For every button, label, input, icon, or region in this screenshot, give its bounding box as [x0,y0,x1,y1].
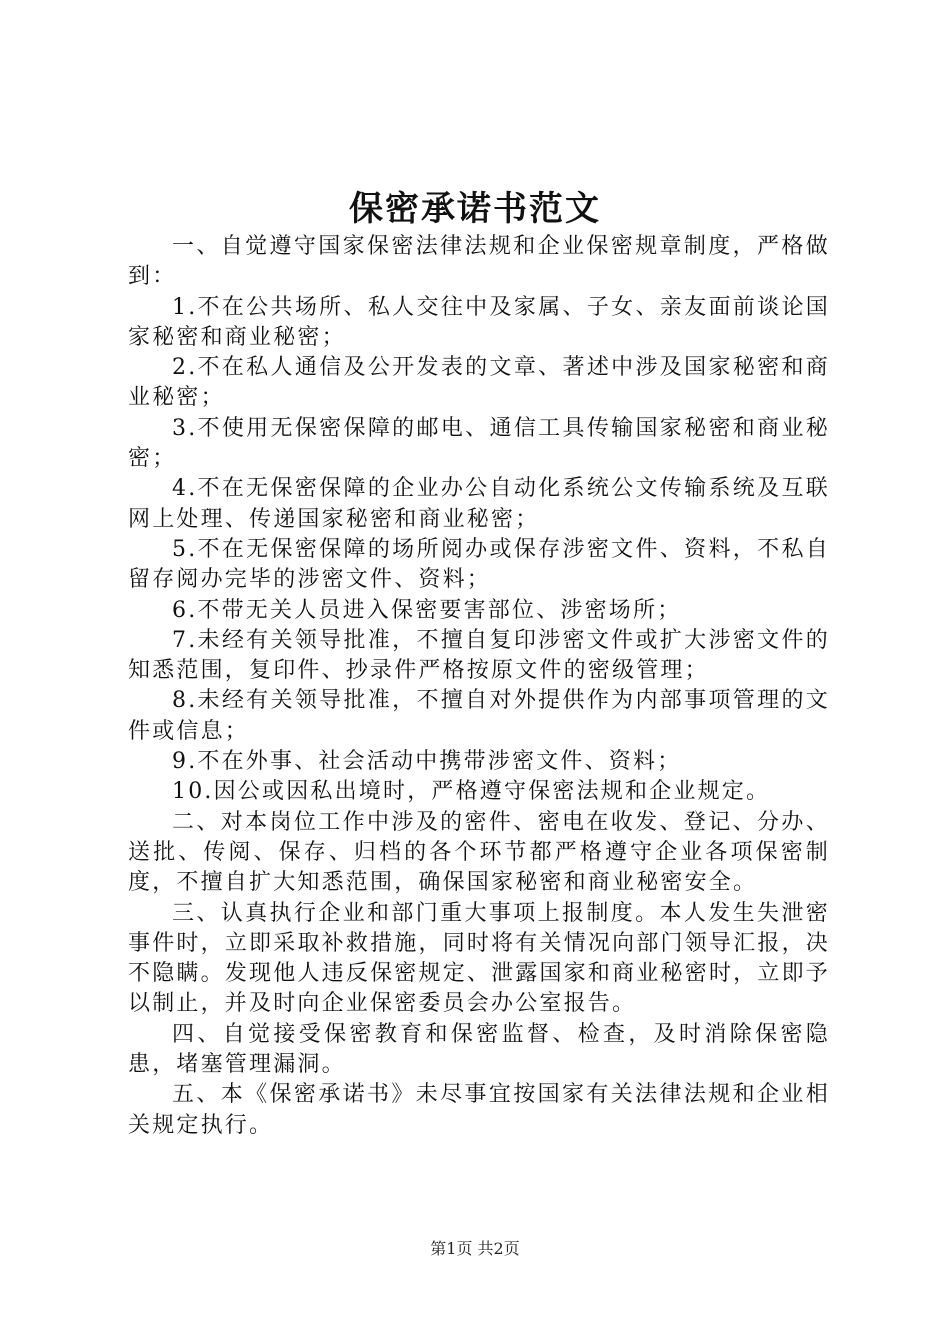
paragraph: 8.未经有关领导批准，不擅自对外提供作为内部事项管理的文件或信息； [128,688,830,744]
paragraph: 10.因公或因私出境时，严格遵守保密法规和企业规定。 [172,779,771,805]
paragraph: 二、对本岗位工作中涉及的密件、密电在收发、登记、分办、送批、传阅、保存、归档的各个环节都严格遵守企业各项保密制度，不擅自扩大知悉范围，确保国家秘密和商业秘密安全。 [128,809,830,896]
document-title: 保密承诺书范文 [349,189,601,229]
paragraph: 2.不在私人通信及公开发表的文章、著述中涉及国家秘密和商业秘密； [128,355,830,411]
paragraph: 9.不在外事、社会活动中携带涉密文件、资料； [172,749,682,775]
paragraph: 4.不在无保密保障的企业办公自动化系统公文传输系统及互联网上处理、传递国家秘密和商业秘密； [128,476,830,532]
paragraph: 一、自觉遵守国家保密法律法规和企业保密规章制度，严格做到： [128,234,830,290]
paragraph: 四、自觉接受保密教育和保密监督、检查，及时消除保密隐患，堵塞管理漏洞。 [128,1021,830,1078]
paragraph: 6.不带无关人员进入保密要害部位、涉密场所； [172,597,682,623]
paragraph: 3.不使用无保密保障的邮电、通信工具传输国家秘密和商业秘密； [128,415,830,472]
paragraph: 五、本《保密承诺书》未尽事宜按国家有关法律法规和企业相关规定执行。 [128,1082,830,1138]
paragraph: 7.未经有关领导批准，不擅自复印涉密文件或扩大涉密文件的知悉范围，复印件、抄录件严格按原文件的密级管理； [128,627,830,684]
paragraph: 三、认真执行企业和部门重大事项上报制度。本人发生失泄密事件时，立即采取补救措施，同时将有关情况向部门领导汇报，决不隐瞒。发现他人违反保密规定、泄露国家和商业秘密时，立即予以制止，并及时向企业保密委员会办公室报告。 [128,900,830,1017]
paragraph: 5.不在无保密保障的场所阅办或保存涉密文件、资料，不私自留存阅办完毕的涉密文件、资料； [128,536,830,593]
paragraph: 1.不在公共场所、私人交往中及家属、子女、亲友面前谈论国家秘密和商业秘密； [128,294,830,350]
document-body [128,232,830,1141]
page-number-footer: 第1页 共2页 [430,1239,520,1258]
